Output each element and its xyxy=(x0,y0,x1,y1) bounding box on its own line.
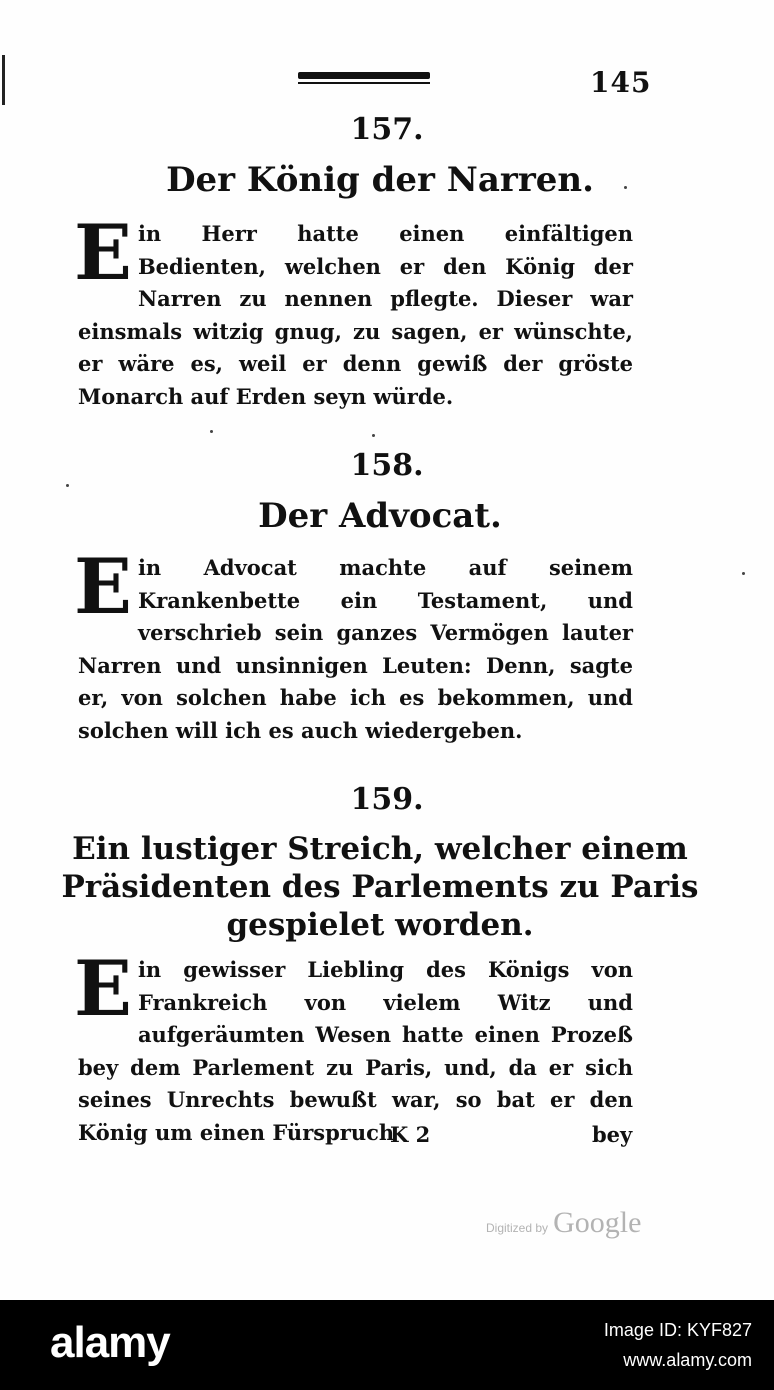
body-text: in Herr hatte einen einfältigen Bedienten, welchen er den König der Narren zu nennen pflegte. Dieser war einsmals witzig gnug, zu sagen, er wünschte, er wäre es, weil er denn gewiß der gröste Monarch auf Erden seyn würde. xyxy=(78,221,633,409)
stock-banner xyxy=(0,1300,774,1390)
stock-logo: alamy xyxy=(50,1318,170,1367)
section-number-159: 159. xyxy=(350,782,424,817)
catchword: bey xyxy=(592,1122,633,1147)
print-speck xyxy=(624,186,627,189)
body-text: in Advocat machte auf seinem Krankenbette ein Testament, und verschrieb sein ganzes Vermögen lauter Narren und unsinnigen Leuten: Denn, sagte er, von solchen habe ich es bekommen, und solchen will ich es auch wiedergeben. xyxy=(78,555,633,743)
stock-image-id: Image ID: KYF827 xyxy=(603,1320,752,1340)
page-edge-mark xyxy=(2,55,5,105)
section-body-159 xyxy=(74,944,633,1149)
header-rule xyxy=(298,72,430,79)
section-body-157 xyxy=(74,208,633,413)
print-speck xyxy=(66,484,69,487)
section-title-158: Der Advocat. xyxy=(258,496,502,536)
print-speck xyxy=(372,434,375,437)
drop-cap: E xyxy=(74,542,132,631)
print-speck xyxy=(742,572,745,575)
header-rule-thin xyxy=(298,82,430,84)
section-number-157: 157. xyxy=(350,112,424,147)
section-title-159: Ein lustiger Streich, welcher einem Präsidenten des Parlements zu Paris gespielet worden. xyxy=(61,831,699,943)
body-text: in gewisser Liebling des Königs von Frankreich von vielem Witz und aufgeräumten Wesen hatte einen Prozeß bey dem Parlement zu Paris, und, da er sich seines Unrechts bewußt war, so bat er den König um einen Fürspruch xyxy=(78,957,633,1145)
page-number: 145 xyxy=(590,66,652,99)
drop-cap: E xyxy=(74,208,132,297)
google-watermark xyxy=(486,1206,641,1240)
section-title-157: Der König der Narren. xyxy=(166,160,594,200)
section-body-158 xyxy=(74,542,633,747)
stock-site: www.alamy.com xyxy=(623,1350,752,1370)
drop-cap: E xyxy=(74,944,132,1033)
print-speck xyxy=(210,430,213,433)
signature-mark: K 2 xyxy=(390,1122,431,1147)
section-number-158: 158. xyxy=(350,448,424,483)
watermark-brand: Google xyxy=(553,1206,642,1239)
watermark-prefix: Digitized by xyxy=(486,1221,549,1235)
